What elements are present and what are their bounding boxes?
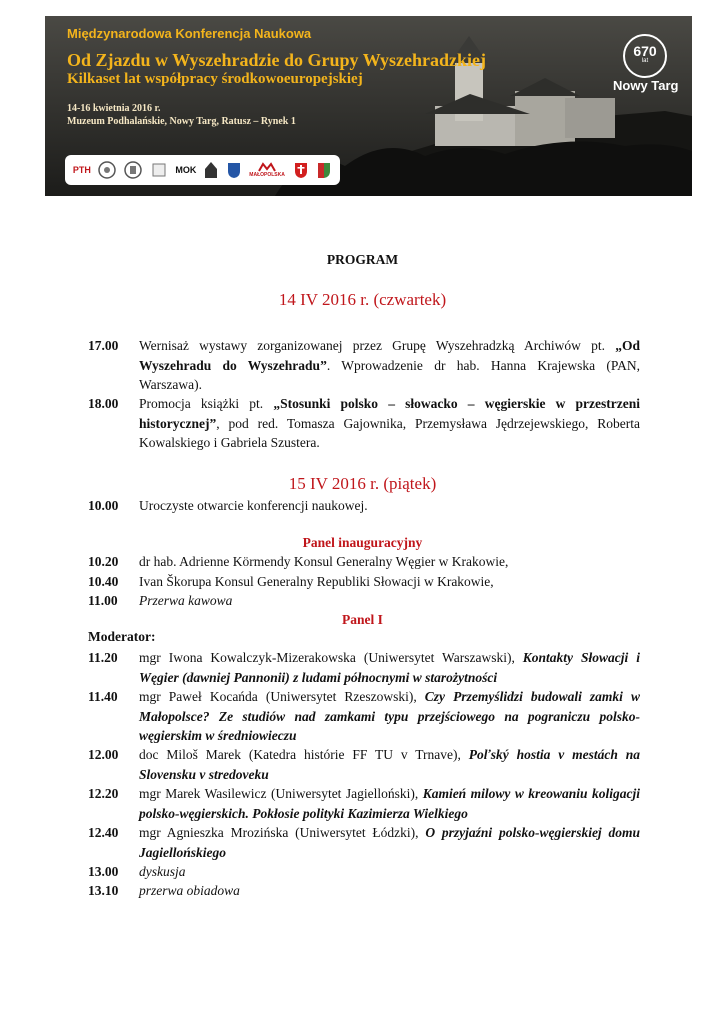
program-item [88,572,640,592]
program-item [88,745,640,784]
item-time: 13.10 [88,883,119,898]
emblem-logo [150,161,168,179]
panel-inaugural-title: Panel inauguracyjny [302,535,423,550]
program-title: PROGRAM [326,252,399,267]
program-item [88,336,640,395]
item-time: 10.20 [88,554,119,569]
malopolska-label: MAŁOPOLSKA [249,172,285,178]
item-description: przerwa obiadowa [139,883,240,898]
program-item [88,394,640,453]
item-time: 12.40 [88,825,119,840]
panel1-title: Panel I [342,612,383,627]
day2-heading: 15 IV 2016 r. (piątek) [288,474,437,493]
town-logo: Nowy Targ [613,78,679,93]
item-time: 10.40 [88,574,119,589]
item-description: mgr Agnieszka Mrozińska (Uniwersytet Łódzki), O przyjaźni polsko-węgierskiej domu Jagiellońskiego [139,825,640,860]
anniversary-badge [623,34,667,78]
program-item [88,823,640,862]
item-time: 18.00 [88,396,119,411]
coat-of-arms-icon [226,161,242,179]
item-description: Promocja książki pt. „Stosunki polsko – słowacko – węgierskie w przestrzeni historycznej”, pod red. Tomasza Gajownika, Przemysława Jędrzejewskiego, Roberta Kowalskiego i Gabriela Szustera. [139,396,640,450]
item-description: Wernisaż wystawy zorganizowanej przez Grupę Wyszehradzką Archiwów pt. „Od Wyszehradu do Wyszehradu”. Wprowadzenie dr hab. Hanna Krajewska (PAN, Warszawa). [139,338,640,392]
item-time: 10.00 [88,498,119,513]
program-item [88,784,640,823]
seal-logo [98,161,116,179]
program-item [88,687,640,746]
item-description: mgr Iwona Kowalczyk-Mizerakowska (Uniwersytet Warszawski), Kontakty Słowacji i Węgier (dawniej Pannonii) z ludami północnymi w starożytności [139,650,641,685]
malopolska-mark-icon [258,162,276,172]
item-description: mgr Marek Wasilewicz (Uniwersytet Jagielloński), Kamień milowy w kreowaniu koligacji polsko-węgierskich. Pokłosie polityki Kazimierza Wielkiego [139,786,640,821]
item-description: Uroczyste otwarcie konferencji naukowej. [139,498,368,513]
moderator-label: Moderator: [88,629,156,644]
program-item [88,862,640,882]
item-description: Ivan Škorupa Konsul Generalny Republiki Słowacji w Krakowie, [139,574,494,589]
item-description: doc Miloš Marek (Katedra histórie FF TU v Trnave), Poľský hostia v mestách na Slovensku v stredoveku [139,747,640,782]
slovak-coat-of-arms-icon [293,161,309,179]
item-time: 13.00 [88,864,119,879]
item-description: mgr Paweł Kocańda (Uniwersytet Rzeszowski), Czy Przemyślidzi budowali zamki w Małopolsce? Ze studiów nad zamkami typu przejściowego na pograniczu polsko-węgierskim w średniowieczu [139,689,640,743]
partner-logos-strip [65,155,340,185]
banner-subtitle: Kilkaset lat współpracy środkowoeuropejskiej [67,71,363,87]
program-item [88,881,640,901]
program-item [88,496,640,516]
mok-logo: MOK [175,165,197,175]
hungarian-coat-of-arms-icon [316,161,332,179]
badge-number: 670 [633,43,657,59]
day1-heading: 14 IV 2016 r. (czwartek) [278,290,447,309]
item-time: 11.40 [88,689,118,704]
malopolska-logo [249,162,285,178]
item-time: 12.00 [88,747,119,762]
banner-conference-type: Międzynarodowa Konferencja Naukowa [67,26,312,41]
banner-title: Od Zjazdu w Wyszehradzie do Grupy Wyszehradzkiej [67,50,487,70]
banner-venue: Muzeum Podhalańskie, Nowy Targ, Ratusz – Rynek 1 [67,116,296,127]
item-time: 11.20 [88,650,118,665]
church-logo [204,161,218,179]
pth-logo: PTH [72,165,91,175]
banner-dates: 14-16 kwietnia 2016 r. [67,103,161,114]
seal-logo-2 [124,161,142,179]
program-item [88,648,640,687]
item-description: dyskusja [139,864,186,879]
item-description: dr hab. Adrienne Körmendy Konsul Generalny Węgier w Krakowie, [139,554,509,569]
program-item [88,591,640,611]
item-time: 17.00 [88,338,119,353]
program-item [88,552,640,572]
item-time: 11.00 [88,593,118,608]
item-time: 12.20 [88,786,119,801]
item-description: Przerwa kawowa [139,593,233,608]
conference-banner [45,16,692,196]
badge-sub: lat [641,58,649,64]
